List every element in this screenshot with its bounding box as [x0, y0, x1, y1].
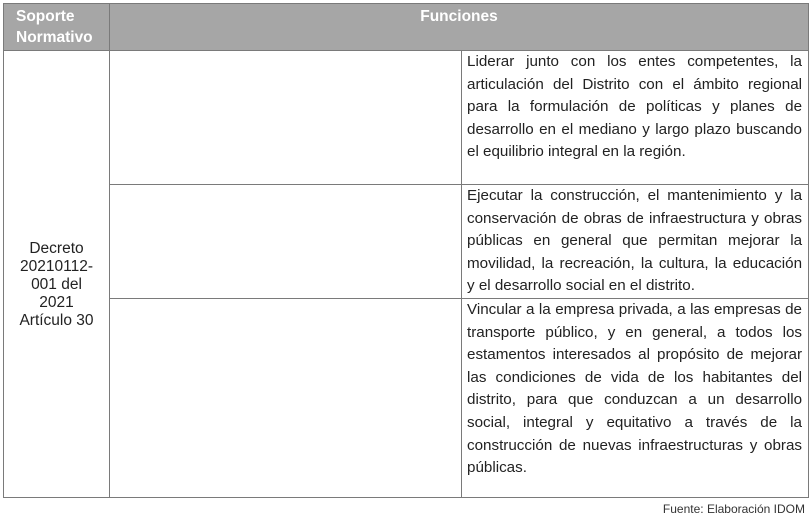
- header-functions: Funciones: [110, 4, 809, 51]
- empty-cell: [110, 185, 462, 299]
- function-text: Liderar junto con los entes competentes, la articulación del Distrito con el ámbito regional para la formulación de políticas y planes de desarrollo en el mediano y largo plazo buscando el equilibrio integral en la región.: [462, 51, 809, 185]
- header-support: Soporte Normativo: [4, 4, 110, 51]
- header-row: [4, 4, 809, 51]
- support-line: 001 del: [31, 276, 82, 293]
- support-line: Decreto: [29, 240, 84, 257]
- function-text: Ejecutar la construcción, el mantenimiento y la conservación de obras de infraestructura y obras públicas en general que permitan mejorar la movilidad, la recreación, la cultura, la educación y el desarrollo social en el distrito.: [462, 185, 809, 299]
- table-row: [4, 185, 809, 299]
- support-line: 2021: [39, 294, 74, 311]
- function-text: Vincular a la empresa privada, a las empresas de transporte público, y en general, a todos los estamentos interesados al propósito de mejorar las condiciones de vida de los habitantes del distrito, para que conduzcan a un desarrollo social, integral y equitativo a través de la construcción de nuevas infraestructuras y obras públicas.: [462, 299, 809, 498]
- empty-cell: [110, 51, 462, 185]
- table-row: [4, 299, 809, 498]
- table-row: [4, 51, 809, 185]
- source-note: Fuente: Elaboración IDOM: [662, 502, 805, 516]
- support-line: Artículo 30: [19, 312, 94, 329]
- functions-table: [3, 3, 809, 498]
- support-cell: [4, 51, 110, 498]
- support-line: 20210112-: [20, 258, 93, 275]
- empty-cell: [110, 299, 462, 498]
